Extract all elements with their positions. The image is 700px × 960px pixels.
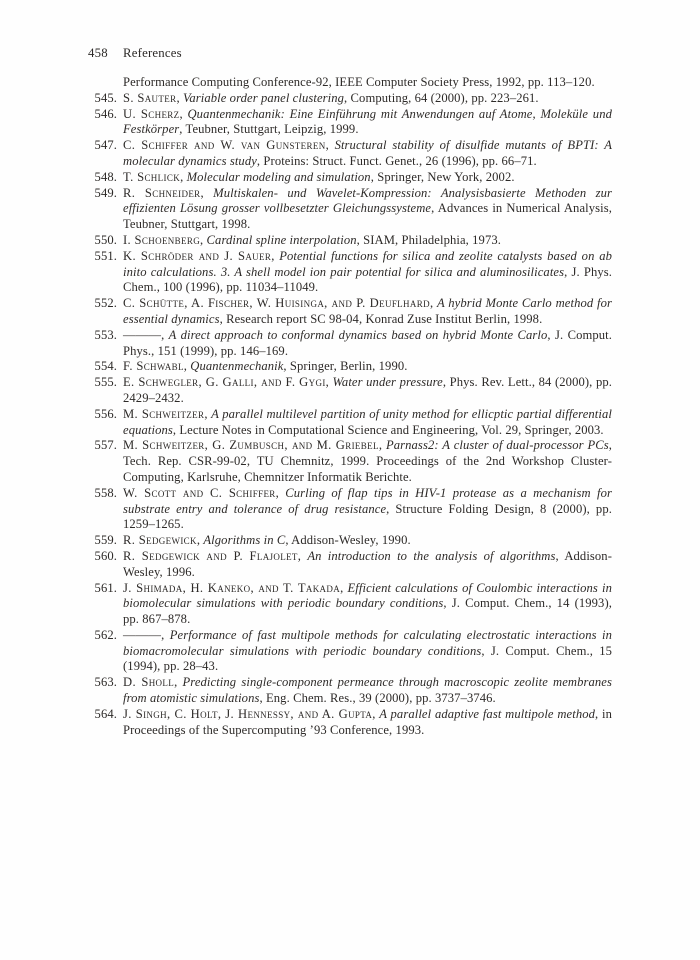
- ref-title: A hybrid Monte Carlo method for essential dynamics: [123, 296, 613, 326]
- ref-number: 557.: [94, 438, 117, 453]
- ref-number: 562.: [94, 627, 117, 642]
- ref-title: Performance of fast multipole methods for calculating electrostatic interactions in biomacromolecular simulations with periodic boundary conditions: [123, 627, 612, 658]
- ref-details: , Springer, New York, 2002.: [370, 169, 515, 184]
- ref-authors: T. Schlick: [123, 169, 181, 184]
- ref-title: Curling of flap tips in HIV-1 protease as a mechanism for substrate entry and tolerance of drug resistance: [123, 485, 612, 516]
- ref-title: Predicting single-component permeance through macroscopic zeolite membranes from atomistic simulations: [123, 675, 612, 706]
- reference-entry: [88, 75, 612, 91]
- reference-entry: [88, 533, 612, 549]
- ref-title: Efficient calculations of Coulombic interactions in biomolecular simulations with periodic boundary conditions: [123, 580, 613, 611]
- ref-number: 546.: [94, 106, 117, 121]
- ref-details: , J. Comput. Phys., 151 (1999), pp. 146–169.: [123, 327, 612, 358]
- ref-title: A parallel adaptive fast multipole method: [379, 706, 596, 721]
- ref-authors: R. Sedgewick and P. Flajolet: [123, 548, 298, 563]
- ref-number: 556.: [94, 406, 117, 421]
- ref-details: ,: [174, 675, 183, 690]
- ref-details: ,: [183, 359, 191, 374]
- ref-text: [123, 91, 612, 107]
- ref-authors: F. Schwabl: [123, 359, 184, 374]
- ref-details: ,: [204, 406, 212, 421]
- ref-text: [123, 170, 612, 186]
- ref-text: [123, 186, 612, 233]
- ref-authors: U. Scherz: [123, 106, 180, 121]
- ref-details: ,: [271, 248, 280, 263]
- reference-entry: [88, 438, 612, 485]
- ref-authors: C. Schütte, A. Fischer, W. Huisinga, and P. Deuflhard: [123, 296, 430, 311]
- ref-details: , Research report SC 98-04, Konrad Zuse Institut Berlin, 1998.: [219, 311, 543, 326]
- ref-details: , J. Phys. Chem., 100 (1996), pp. 11034–11049.: [123, 264, 612, 295]
- ref-details: ,: [372, 706, 380, 721]
- page-number: 458: [88, 46, 108, 60]
- ref-authors: M. Schweitzer: [123, 406, 205, 421]
- ref-number: 550.: [94, 232, 117, 247]
- ref-details: ,: [196, 533, 204, 548]
- ref-text: [123, 628, 612, 675]
- ref-number: 555.: [94, 375, 117, 390]
- ref-title: Quantenmechanik: [190, 359, 284, 374]
- ref-title: An introduction to the analysis of algorithms: [307, 548, 556, 563]
- reference-entry: [88, 107, 612, 139]
- ref-authors: J. Singh, C. Holt, J. Hennessy, and A. Gupta: [123, 706, 373, 721]
- reference-entry: [88, 296, 612, 328]
- page-header: [88, 46, 182, 61]
- ref-text: [123, 533, 612, 549]
- ref-number: 563.: [94, 675, 117, 690]
- ref-number: 545.: [94, 90, 117, 105]
- reference-entry: [88, 407, 612, 439]
- ref-details: ,: [325, 138, 335, 153]
- ref-text: [123, 707, 612, 739]
- ref-text: [123, 138, 612, 170]
- ref-title: A parallel multilevel partition of unity method for ellicptic partial differential equations: [123, 406, 612, 437]
- reference-entry: [88, 707, 612, 739]
- ref-details: , Phys. Rev. Lett., 84 (2000), pp. 2429–2432.: [123, 375, 613, 405]
- ref-number: 564.: [94, 706, 117, 721]
- ref-text: [123, 375, 612, 407]
- ref-text: [123, 233, 612, 249]
- ref-title: Cardinal spline interpolation: [206, 232, 357, 247]
- reference-entry: [88, 138, 612, 170]
- ref-details: , J. Comput. Chem., 14 (1993), pp. 867–878.: [123, 596, 612, 627]
- ref-number: 554.: [94, 359, 117, 374]
- ref-details: , Structure Folding Design, 8 (2000), pp. 1259–1265.: [123, 501, 612, 532]
- ref-title: Variable order panel clustering: [182, 90, 345, 105]
- ref-title: Molecular modeling and simulation: [186, 169, 371, 184]
- ref-text: [123, 486, 612, 533]
- ref-details: ,: [275, 485, 286, 500]
- ref-details: , Addison-Wesley, 1996.: [123, 548, 613, 579]
- ref-number: 549.: [94, 185, 117, 200]
- ref-number: 559.: [94, 533, 117, 548]
- reference-entry: [88, 249, 612, 296]
- ref-title: Potential functions for silica and zeolite catalysts based on ab inito calculations. 3. A shell model ion pair potential for silica and aluminosilicates: [123, 248, 612, 279]
- ref-details: ,: [200, 185, 214, 200]
- ref-authors: C. Schiffer and W. van Gunsteren: [123, 138, 326, 153]
- ref-number: 553.: [94, 327, 117, 342]
- ref-title: Algorithms in C: [203, 533, 286, 548]
- ref-text: [123, 75, 612, 91]
- ref-authors: W. Scott and C. Schiffer: [123, 485, 276, 500]
- ref-details: , Addison-Wesley, 1990.: [285, 533, 411, 548]
- ref-details: , Advances in Numerical Analysis, Teubner, Stuttgart, 1998.: [123, 201, 612, 232]
- ref-text: [123, 328, 612, 360]
- ref-details: ,: [297, 548, 308, 563]
- ref-number: 558.: [94, 485, 117, 500]
- ref-authors: K. Schröder and J. Sauer: [123, 248, 272, 263]
- ref-title: Water under pressure: [332, 375, 443, 390]
- ref-details: , Proteins: Struct. Funct. Genet., 26 (1996), pp. 66–71.: [256, 153, 537, 168]
- ref-title: Structural stability of disulfide mutants of BPTI: A molecular dynamics study: [123, 138, 613, 168]
- ref-authors: E. Schwegler, G. Galli, and F. Gygi: [123, 375, 326, 390]
- reference-entry: [88, 549, 612, 581]
- ref-title: A direct approach to conformal dynamics based on hybrid Monte Carlo: [168, 327, 548, 342]
- reference-entry: [88, 91, 612, 107]
- ref-authors: S. Sauter: [123, 90, 177, 105]
- ref-details: ,: [180, 169, 187, 184]
- ref-details: Performance Computing Conference-92, IEEE Computer Society Press, 1992, pp. 113–120.: [123, 75, 595, 89]
- reference-entry: [88, 233, 612, 249]
- ref-details: ,: [200, 232, 207, 247]
- ref-title: Multiskalen- und Wavelet-Kompression: Analysisbasierte Methoden zur effizienten Lösung grosser vollbesetzter Gleichungssysteme: [123, 185, 612, 216]
- ref-text: [123, 438, 612, 485]
- ref-number: 552.: [94, 296, 117, 311]
- ref-details: ———,: [123, 627, 170, 642]
- ref-number: [88, 75, 117, 91]
- reference-list: [88, 75, 612, 738]
- reference-entry: [88, 581, 612, 628]
- ref-details: ,: [179, 106, 188, 121]
- ref-details: , SIAM, Philadelphia, 1973.: [356, 232, 501, 247]
- ref-details: ———,: [123, 327, 169, 342]
- ref-details: ,: [325, 375, 333, 390]
- ref-details: ,: [340, 580, 348, 595]
- ref-authors: I. Schoenberg: [123, 232, 201, 247]
- ref-details: , J. Comput. Chem., 15 (1994), pp. 28–43.: [123, 643, 612, 674]
- ref-text: [123, 296, 612, 328]
- reference-entry: [88, 675, 612, 707]
- reference-entry: [88, 486, 612, 533]
- ref-details: , in Proceedings of the Supercomputing ’93 Conference, 1993.: [123, 706, 612, 737]
- ref-text: [123, 359, 612, 375]
- ref-number: 548.: [94, 169, 117, 184]
- ref-number: 561.: [94, 580, 117, 595]
- ref-details: , Computing, 64 (2000), pp. 223–261.: [344, 90, 539, 105]
- ref-authors: J. Shimada, H. Kaneko, and T. Takada: [123, 580, 341, 595]
- ref-text: [123, 249, 612, 296]
- ref-details: ,: [378, 438, 386, 453]
- ref-details: , Tech. Rep. CSR-99-02, TU Chemnitz, 1999. Proceedings of the 2nd Workshop Cluster-Computing, Karlsruhe, Chemnitzer Informatik Berichte.: [123, 438, 613, 484]
- ref-text: [123, 107, 612, 139]
- ref-details: ,: [176, 90, 183, 105]
- reference-entry: [88, 628, 612, 675]
- ref-title: Parnass2: A cluster of dual-processor PCs: [385, 438, 609, 453]
- reference-entry: [88, 359, 612, 375]
- reference-entry: [88, 170, 612, 186]
- ref-title: Quantenmechanik: Eine Einführung mit Anwendungen auf Atome, Moleküle und Festkörper: [123, 106, 612, 137]
- ref-number: 551.: [94, 248, 117, 263]
- ref-number: 560.: [94, 548, 117, 563]
- ref-number: 547.: [94, 138, 117, 153]
- ref-details: , Teubner, Stuttgart, Leipzig, 1999.: [179, 122, 359, 137]
- ref-authors: M. Schweitzer, G. Zumbusch, and M. Griebel: [123, 438, 379, 453]
- ref-authors: R. Sedgewick: [123, 533, 197, 548]
- ref-authors: R. Schneider: [123, 185, 201, 200]
- ref-details: , Eng. Chem. Res., 39 (2000), pp. 3737–3746.: [259, 691, 496, 706]
- reference-entry: [88, 328, 612, 360]
- ref-text: [123, 407, 612, 439]
- ref-details: ,: [429, 296, 437, 311]
- ref-text: [123, 675, 612, 707]
- reference-entry: [88, 186, 612, 233]
- reference-entry: [88, 375, 612, 407]
- ref-text: [123, 581, 612, 628]
- page-header-title: References: [123, 46, 182, 60]
- ref-details: , Lecture Notes in Computational Science and Engineering, Vol. 29, Springer, 2003.: [172, 422, 604, 437]
- ref-authors: D. Sholl: [123, 675, 175, 690]
- ref-details: , Springer, Berlin, 1990.: [283, 359, 408, 374]
- ref-text: [123, 549, 612, 581]
